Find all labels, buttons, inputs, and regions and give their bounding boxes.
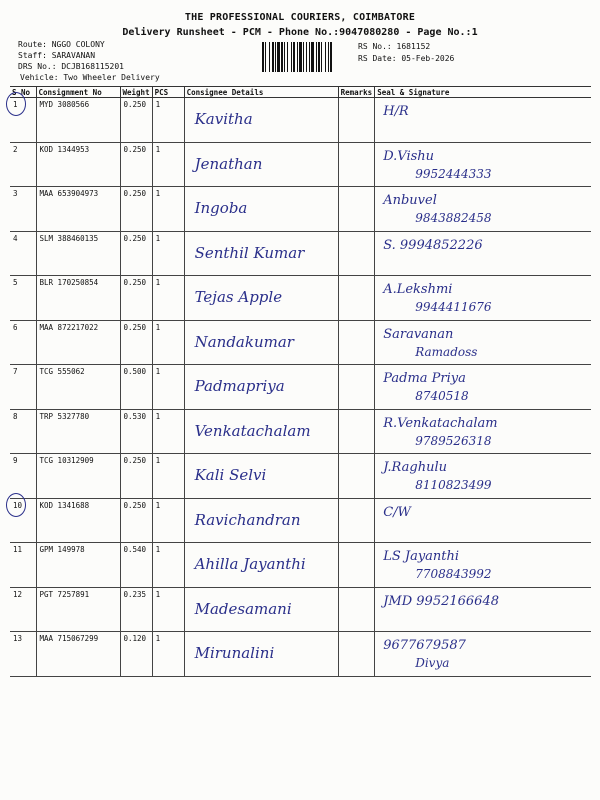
sheet-subtitle: Delivery Runsheet - PCM - Phone No.:9047080280 - Page No.:1 [122,27,478,38]
consignee-handwriting: Ravichandran [194,510,301,529]
barcode-bar [309,42,310,72]
cell-consignee [184,454,338,499]
cell-consignee [184,231,338,276]
cell-sno [10,365,36,410]
barcode-bar [306,42,307,72]
cell-pcs: 1 [152,142,184,187]
table-row [10,587,591,632]
barcode-bar [297,42,298,72]
cell-remarks [338,320,375,365]
cell-pcs: 1 [152,320,184,365]
consignee-handwriting: Madesamani [194,599,292,618]
signature-handwriting: Padma Priya [383,371,466,386]
cell-consignment-no: BLR 170250854 [36,276,120,321]
drs-number: DRS No.: DCJB168115201 [18,62,124,71]
cell-consignee [184,98,338,143]
cell-consignment-no: TCG 10312909 [36,454,120,499]
route-label: Route: NGGO COLONY [18,40,105,49]
table-header-row [10,87,591,98]
barcode-bar [325,42,326,72]
cell-remarks [338,498,375,543]
barcode-bar [291,42,292,72]
consignee-handwriting: Jenathan [194,154,263,173]
signature-handwriting: Saravanan [383,326,454,342]
cell-remarks [338,543,375,588]
signature-handwriting: D.Vishu [383,148,435,164]
signature-handwriting: C/W [383,504,411,520]
col-header-weight: Weight [120,87,152,98]
barcode-bar [287,42,288,72]
cell-sno [10,187,36,232]
signature-handwriting: J.Raghulu [383,460,447,475]
cell-sno [10,231,36,276]
barcode-bar [303,42,304,72]
barcode-bar [272,42,274,72]
cell-weight: 0.250 [120,320,152,365]
col-header-consignment: Consignment No [36,87,120,98]
consignee-handwriting: Tejas Apple [194,288,283,306]
barcode-bar [262,42,264,72]
cell-consignee [184,498,338,543]
sno-value: 10 [13,500,23,510]
cell-signature [375,187,591,232]
signature-handwriting: S. 9994852226 [383,237,483,253]
sno-value: 11 [13,545,23,554]
barcode-bar [277,42,280,72]
consignee-handwriting: Ingoba [194,199,248,217]
cell-sno [10,320,36,365]
sno-value: 1 [13,100,18,109]
cell-signature [375,276,591,321]
sno-value: 4 [13,233,18,243]
cell-sno [10,587,36,632]
cell-sno [10,632,36,677]
sno-value: 12 [13,589,23,599]
cell-consignment-no: MAA 872217022 [36,320,120,365]
cell-signature [375,632,591,677]
cell-consignment-no: TRP 5327780 [36,409,120,454]
cell-signature [375,409,591,454]
cell-signature [375,320,591,365]
circle-mark [6,92,26,116]
cell-consignment-no: TCG 555062 [36,365,120,410]
cell-weight: 0.250 [120,276,152,321]
cell-pcs: 1 [152,98,184,143]
signature-phone: 9843882458 [415,211,492,225]
cell-weight: 0.120 [120,632,152,677]
cell-weight: 0.500 [120,365,152,410]
col-header-sno: S No [10,87,36,98]
signature-phone: 8740518 [415,389,469,403]
cell-weight: 0.250 [120,454,152,499]
cell-consignee [184,409,338,454]
cell-pcs: 1 [152,231,184,276]
barcode-bar [311,42,314,72]
cell-weight: 0.250 [120,498,152,543]
consignee-handwriting: Padmapriya [194,377,285,395]
cell-pcs: 1 [152,365,184,410]
sno-value: 13 [13,634,23,643]
cell-signature [375,587,591,632]
cell-consignee [184,543,338,588]
cell-consignee [184,632,338,677]
signature-handwriting: H/R [383,104,409,119]
barcode-icon [262,42,352,72]
barcode-bar [318,42,320,72]
consignee-handwriting: Mirunalini [194,644,275,662]
cell-weight: 0.235 [120,587,152,632]
cell-sno [10,498,36,543]
table-row [10,498,591,543]
sno-value: 8 [13,411,18,421]
cell-consignee [184,365,338,410]
cell-signature [375,142,591,187]
cell-remarks [338,187,375,232]
barcode-bar [275,42,276,72]
cell-consignment-no: KOD 1344953 [36,142,120,187]
signature-handwriting: 9677679587 [383,638,466,653]
barcode-bar [316,42,317,72]
barcode-bar [299,42,302,72]
table-row [10,98,591,143]
cell-weight: 0.250 [120,187,152,232]
signature-phone: 7708843992 [415,567,492,581]
signature-phone: Ramadoss [415,344,478,359]
cell-sno [10,98,36,143]
barcode-bar [284,42,285,72]
cell-remarks [338,98,375,143]
signature-handwriting: A.Lekshmi [383,282,453,297]
cell-consignment-no: MAA 653904973 [36,187,120,232]
cell-sno [10,142,36,187]
signature-phone: 8110823499 [415,478,492,492]
sno-value: 9 [13,456,18,465]
cell-remarks [338,231,375,276]
col-header-consignee: Consignee Details [184,87,338,98]
signature-phone: Divya [415,656,450,670]
table-row [10,543,591,588]
consignee-handwriting: Kavitha [194,110,253,128]
cell-sno [10,543,36,588]
table-row [10,365,591,410]
table-row [10,142,591,187]
cell-remarks [338,142,375,187]
cell-consignee [184,142,338,187]
table-row [10,409,591,454]
cell-signature [375,498,591,543]
cell-signature [375,231,591,276]
cell-consignment-no: SLM 388460135 [36,231,120,276]
cell-pcs: 1 [152,498,184,543]
circle-mark [6,493,26,517]
runsheet-table [10,86,591,677]
staff-label: Staff: SARAVANAN [18,51,96,60]
barcode-bar [265,42,266,72]
sno-value: 2 [13,144,18,154]
consignee-handwriting: Nandakumar [194,332,294,351]
consignee-handwriting: Ahilla Jayanthi [194,555,306,573]
cell-signature [375,454,591,499]
cell-weight: 0.540 [120,543,152,588]
signature-phone: 9944411676 [415,300,492,314]
cell-consignment-no: PGT 7257891 [36,587,120,632]
sno-value: 7 [13,367,18,376]
cell-consignee [184,187,338,232]
barcode-bar [328,42,329,72]
rs-number: RS No.: 1681152 [358,42,431,51]
table-row [10,320,591,365]
barcode-bar [281,42,283,72]
signature-handwriting: JMD 9952166648 [383,593,499,609]
signature-phone: 9789526318 [415,433,492,448]
cell-pcs: 1 [152,276,184,321]
consignee-handwriting: Venkatachalam [194,421,311,440]
table-row [10,454,591,499]
cell-signature [375,98,591,143]
barcode-bar [330,42,332,72]
cell-sno [10,454,36,499]
cell-remarks [338,587,375,632]
cell-remarks [338,632,375,677]
table-row [10,187,591,232]
cell-consignment-no: MYD 3080566 [36,98,120,143]
sheet-title: THE PROFESSIONAL COURIERS, COIMBATORE [184,12,416,23]
cell-consignee [184,276,338,321]
cell-sno [10,409,36,454]
rs-date: RS Date: 05-Feb-2026 [358,54,455,63]
cell-weight: 0.250 [120,231,152,276]
cell-consignment-no: KOD 1341688 [36,498,120,543]
cell-pcs: 1 [152,632,184,677]
cell-remarks [338,276,375,321]
cell-consignee [184,320,338,365]
cell-remarks [338,365,375,410]
cell-pcs: 1 [152,454,184,499]
vehicle-label: Vehicle: Two Wheeler Delivery [20,73,160,82]
cell-pcs: 1 [152,409,184,454]
consignee-handwriting: Kali Selvi [194,466,267,484]
cell-signature [375,543,591,588]
cell-weight: 0.530 [120,409,152,454]
table-row [10,231,591,276]
signature-handwriting: LS Jayanthi [383,549,460,564]
cell-pcs: 1 [152,587,184,632]
cell-consignee [184,587,338,632]
barcode-bar [269,42,270,72]
sno-value: 5 [13,278,18,287]
sno-value: 3 [13,189,18,198]
cell-weight: 0.250 [120,98,152,143]
col-header-signature: Seal & Signature [375,87,591,98]
cell-remarks [338,454,375,499]
col-header-remarks: Remarks [338,87,375,98]
signature-phone: 9952444333 [415,166,492,181]
cell-signature [375,365,591,410]
cell-pcs: 1 [152,187,184,232]
cell-weight: 0.250 [120,142,152,187]
cell-sno [10,276,36,321]
signature-handwriting: R.Venkatachalam [383,415,498,431]
table-row [10,276,591,321]
barcode-bar [293,42,295,72]
cell-remarks [338,409,375,454]
cell-consignment-no: GPM 149978 [36,543,120,588]
consignee-handwriting: Senthil Kumar [194,243,305,262]
cell-pcs: 1 [152,543,184,588]
table-row [10,632,591,677]
sno-value: 6 [13,322,18,332]
col-header-pcs: PCS [152,87,184,98]
cell-consignment-no: MAA 715067299 [36,632,120,677]
barcode-bar [321,42,322,72]
signature-handwriting: Anbuvel [383,193,437,208]
